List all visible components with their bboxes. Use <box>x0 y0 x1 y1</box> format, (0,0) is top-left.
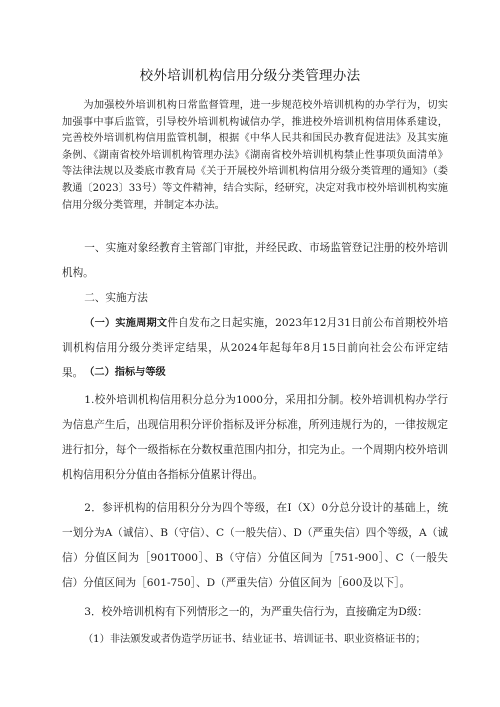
point-2-paragraph: 2．参评机构的信用积分分为四个等级，在I（X）0分总分设计的基础上，统一划分为A（诚信）、B（守信）、C（一般失信）、D（严重失信）四个等级，A（诚信）分值区间为［901T000］、B（守信）分值区间为［751-900］、C（一般失信）分值区间为［601-750］、D（严重失信）分值区间为［600及以下］。 <box>62 502 448 589</box>
document-title: 校外培训机构信用分级分类管理办法 <box>139 68 361 84</box>
intro-paragraph: 为加强校外培训机构日常监督管理，进一步规范校外培训机构的办学行为，切实加强事中事后监管，引导校外培训机构诚信办学，推进校外培训机构信用体系建设，完善校外培训机构信用监管机制，根据《中华人民共和国民办教育促进法》及其实施条例、《湖南省校外培训机构管理办法》《湖南省校外培训机构禁止性事项负面清单》等法律法规以及娄底市教育局《关于开展校外培训机构信用分级分类管理的通知》（娄教通〔2023〕33号）等文件精神，结合实际，经研究，决定对我市校外培训机构实施信用分级分类管理，并制定本办法。 <box>62 100 448 211</box>
list-item-1: （1）非法颁发或者伪造学历证书、结业证书、培训证书、职业资格证书的； <box>83 634 426 645</box>
point-3-paragraph: 3．校外培训机构有下列情形之一的，为严重失信行为，直接确定为D级： <box>84 606 428 618</box>
section-1-paragraph: 一、实施对象经教育主管部门审批，并经民政、市场监管登记注册的校外培训机构。 <box>62 242 448 279</box>
sub-2-heading <box>62 360 448 385</box>
section-2-heading: 二、实施方法 <box>84 292 148 304</box>
sub-1-label: （一）实施周期文 <box>84 318 168 329</box>
sub-2-label: （二）指标与等级 <box>84 367 166 378</box>
sub-1-text: 件自发布之日起实施，2023年12月31日前公布首期校外培训机构信用分级分类评定结果，从2024年起每年8月15日前向社会公布评定结果。 <box>62 317 449 379</box>
point-1-paragraph: 1.校外培训机构信用积分总分为1000分，采用扣分制。校外培训机构办学行为信息产生后，出现信用积分评价指标及评分标准，所列违规行为的，一律按规定进行扣分，每个一级指标在分数权重范围内扣分，扣完为止。一个周期内校外培训机构信用积分分值由各指标分值累计得出。 <box>62 394 448 481</box>
